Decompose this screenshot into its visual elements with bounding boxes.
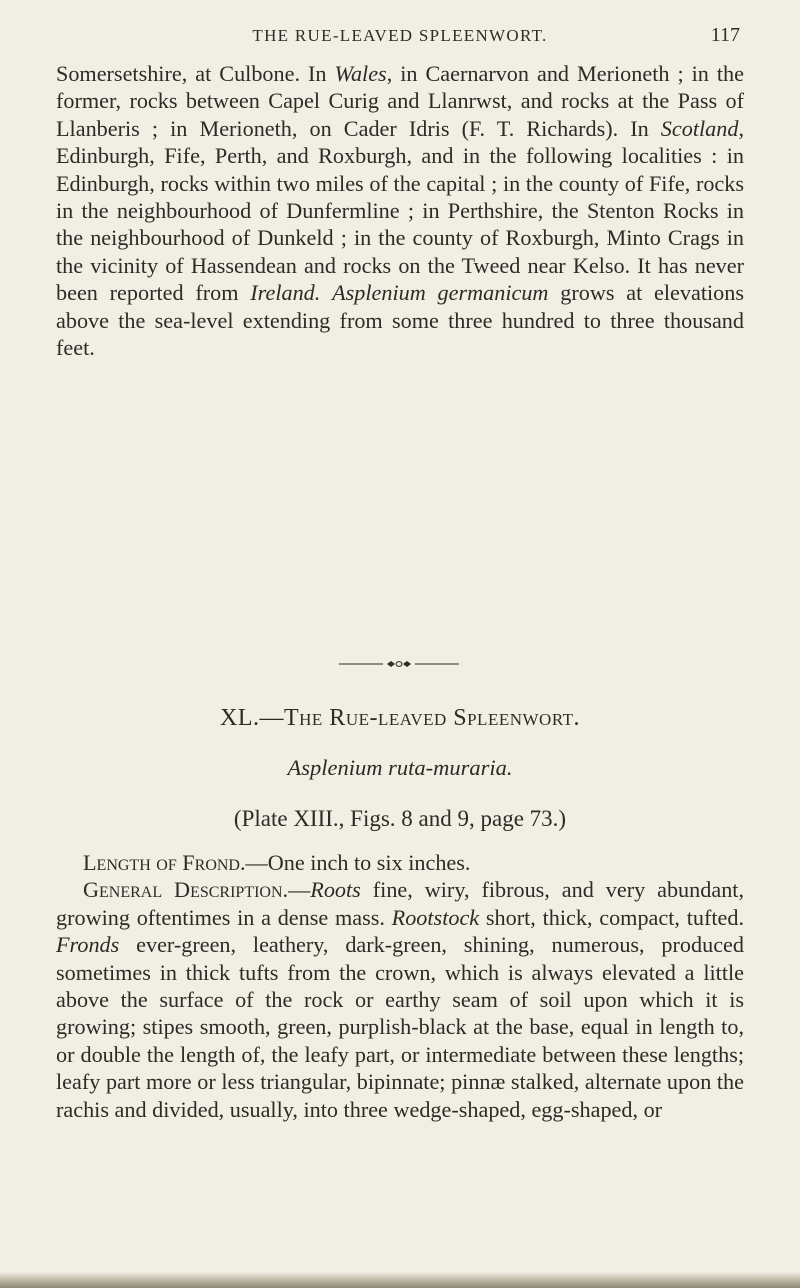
paragraph-description	[56, 849, 744, 1123]
dash: —	[288, 877, 311, 903]
place-wales: Wales	[334, 61, 387, 86]
term-rootstock: Rootstock	[391, 904, 480, 930]
latin-name: Asplenium ruta-muraria.	[287, 755, 513, 780]
length-label: Length of Frond.	[83, 850, 246, 875]
text-segment: , Edinburgh, Fife, Perth, and Roxburgh, and in the following localities : in Edinburgh, rocks within two miles of the capital ; in the county of Fife, rocks in the neighbourhood of Dunfermline ; in Perthshire, the Stenton Rocks in the neighbourhood of Dunkeld ; in the county of Roxburgh, Minto Crags in the vicinity of Hassendean and rocks on the Tweed near Kelso. It has never been reported from	[56, 115, 744, 306]
length-text: —One inch to six inches.	[245, 850, 471, 875]
text-segment: short, thick, compact, tufted.	[479, 904, 744, 930]
section-number: XL.—	[219, 705, 284, 731]
text-segment	[320, 280, 332, 305]
text-segment: ever-green, leathery, dark-green, shining, numerous, produced sometimes in thick tufts from the crown, which is always elevated a little above the surface of the rock or earthy seam of soil upon which it is growing; stipes smooth, green, purplish-black at the base, equal in length to, or double the length of, the leafy part, or intermediate between these lengths; leafy part more or less triangular, bipinnate; pinnæ stalked, alternate upon the rachis and divided, usually, into three wedge-shaped, egg-shaped, or	[56, 932, 744, 1122]
text-segment: , in Caernarvon and Merioneth ; in the former, rocks between Capel Curig and Llanrwst, and rocks at the Pass of Llanberis ; in Merioneth, on Cader Idris (F. T. Richards). In	[56, 61, 744, 141]
running-title: THE RUE-LEAVED SPLEENWORT.	[252, 26, 548, 45]
paragraph-localities	[56, 60, 744, 361]
species-name: Asplenium germanicum	[332, 280, 549, 306]
term-roots: Roots	[310, 877, 361, 903]
text-segment: fine, wiry, fibrous, and very abundant, growing oftentimes in a dense mass.	[56, 877, 744, 930]
page-bottom-edge	[0, 1272, 800, 1288]
place-ireland: Ireland.	[250, 280, 321, 306]
text-segment: grows at elevations above the sea-level extending from some three hundred to three thousand feet.	[56, 280, 744, 361]
plate-reference: (Plate XIII., Figs. 8 and 9, page 73.)	[233, 806, 567, 831]
term-fronds: Fronds	[56, 932, 120, 958]
running-header	[56, 14, 744, 46]
description-label: General Description.	[83, 877, 289, 903]
page-number: 117	[710, 24, 740, 46]
place-scotland: Scotland	[660, 115, 739, 141]
section-title: The Rue-leaved Spleenwort.	[283, 705, 581, 731]
section-heading	[56, 705, 744, 732]
text-segment: Somersetshire, at Culbone. In	[56, 61, 335, 86]
section-divider-ornament	[339, 658, 459, 670]
